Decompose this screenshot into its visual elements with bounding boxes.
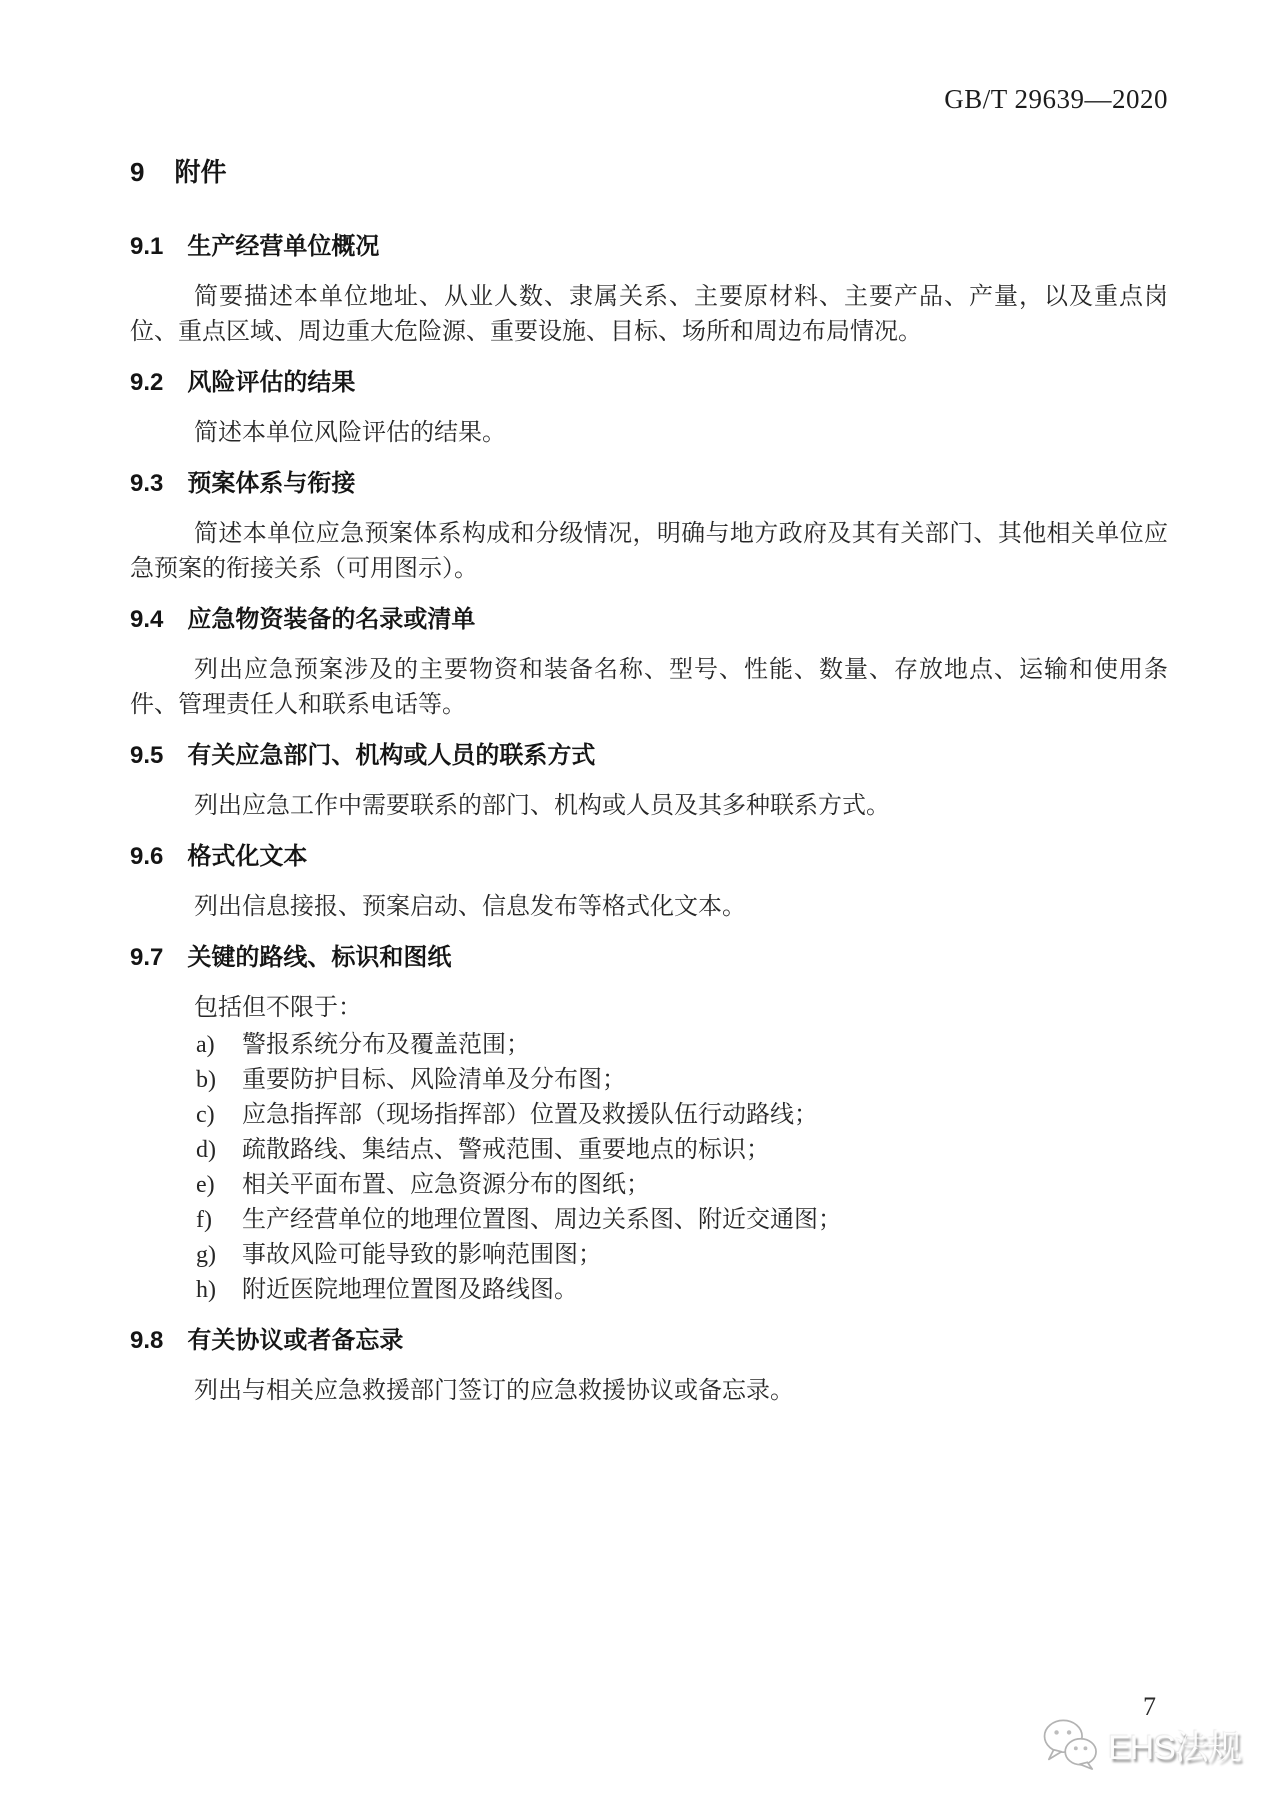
- list-item-text: 附近医院地理位置图及路线图。: [242, 1277, 578, 1303]
- list-item-marker: d): [196, 1137, 216, 1163]
- list-item: [130, 1063, 1168, 1098]
- section-heading-9-7: [130, 943, 1168, 973]
- section-title: 生产经营单位概况: [187, 233, 380, 260]
- list-item-text: 重要防护目标、风险清单及分布图；: [242, 1067, 626, 1093]
- section-title: 预案体系与衔接: [187, 470, 356, 497]
- page-number: 7: [1143, 1692, 1156, 1721]
- page-content: [130, 156, 1168, 1409]
- section-paragraph: 简述本单位应急预案体系构成和分级情况，明确与地方政府及其有关部门、其他相关单位应急预案的衔接关系（可用图示）。: [130, 521, 1168, 582]
- list-item-marker: g): [196, 1242, 216, 1268]
- chapter-heading: [130, 156, 1168, 188]
- list-item: [130, 1028, 1168, 1063]
- list-item-text: 事故风险可能导致的影响范围图；: [242, 1242, 602, 1268]
- list-item-marker: b): [196, 1067, 216, 1093]
- list-item-text: 生产经营单位的地理位置图、周边关系图、附近交通图；: [242, 1207, 842, 1233]
- list-item: [130, 1133, 1168, 1168]
- section-number: 9.1: [130, 233, 164, 260]
- section-paragraph: 包括但不限于：: [194, 995, 362, 1021]
- list-item: [130, 1273, 1168, 1308]
- section-number: 9.2: [130, 369, 164, 396]
- watermark: [1042, 1718, 1241, 1770]
- section-title: 关键的路线、标识和图纸: [187, 944, 452, 971]
- section-number: 9.4: [130, 606, 164, 633]
- section-title: 应急物资装备的名录或清单: [187, 606, 476, 633]
- list-item-marker: c): [196, 1102, 215, 1128]
- chapter-title: 附件: [174, 157, 227, 187]
- list-item-marker: a): [196, 1032, 215, 1058]
- section-title: 格式化文本: [187, 843, 308, 870]
- section-paragraph: 简要描述本单位地址、从业人数、隶属关系、主要原材料、主要产品、产量，以及重点岗位、重点区域、周边重大危险源、重要设施、目标、场所和周边布局情况。: [130, 284, 1168, 345]
- section-title: 有关协议或者备忘录: [187, 1327, 404, 1354]
- list-item-text: 疏散路线、集结点、警戒范围、重要地点的标识；: [242, 1137, 770, 1163]
- section-heading-9-1: [130, 232, 1168, 262]
- section-paragraph: 列出与相关应急救援部门签订的应急救援协议或备忘录。: [194, 1378, 794, 1404]
- section-paragraph: 简述本单位风险评估的结果。: [194, 420, 506, 446]
- section-number: 9.5: [130, 742, 164, 769]
- section-number: 9.8: [130, 1327, 164, 1354]
- section-heading-9-3: [130, 469, 1168, 499]
- section-number: 9.3: [130, 470, 164, 497]
- section-heading-9-8: [130, 1326, 1168, 1356]
- list-item-text: 应急指挥部（现场指挥部）位置及救援队伍行动路线；: [242, 1102, 818, 1128]
- watermark-text: EHS法规: [1108, 1728, 1241, 1767]
- section-number: 9.6: [130, 843, 164, 870]
- section-paragraph: 列出信息接报、预案启动、信息发布等格式化文本。: [194, 894, 746, 920]
- chapter-number: 9: [130, 157, 145, 187]
- section-9-7-list: [130, 1028, 1168, 1308]
- list-item-marker: f): [196, 1207, 212, 1233]
- section-heading-9-4: [130, 605, 1168, 635]
- section-heading-9-2: [130, 368, 1168, 398]
- list-item-marker: e): [196, 1172, 215, 1198]
- list-item: [130, 1203, 1168, 1238]
- section-title: 风险评估的结果: [187, 369, 356, 396]
- section-title: 有关应急部门、机构或人员的联系方式: [187, 742, 596, 769]
- section-heading-9-5: [130, 741, 1168, 771]
- list-item: [130, 1238, 1168, 1273]
- list-item: [130, 1168, 1168, 1203]
- list-item: [130, 1098, 1168, 1133]
- wechat-icon: [1042, 1718, 1100, 1770]
- section-number: 9.7: [130, 944, 164, 971]
- standard-number: GB/T 29639—2020: [944, 84, 1168, 114]
- list-item-marker: h): [196, 1277, 216, 1303]
- section-heading-9-6: [130, 842, 1168, 872]
- list-item-text: 警报系统分布及覆盖范围；: [242, 1032, 530, 1058]
- list-item-text: 相关平面布置、应急资源分布的图纸；: [242, 1172, 650, 1198]
- section-paragraph: 列出应急预案涉及的主要物资和装备名称、型号、性能、数量、存放地点、运输和使用条件、管理责任人和联系电话等。: [130, 657, 1168, 718]
- section-paragraph: 列出应急工作中需要联系的部门、机构或人员及其多种联系方式。: [194, 793, 890, 819]
